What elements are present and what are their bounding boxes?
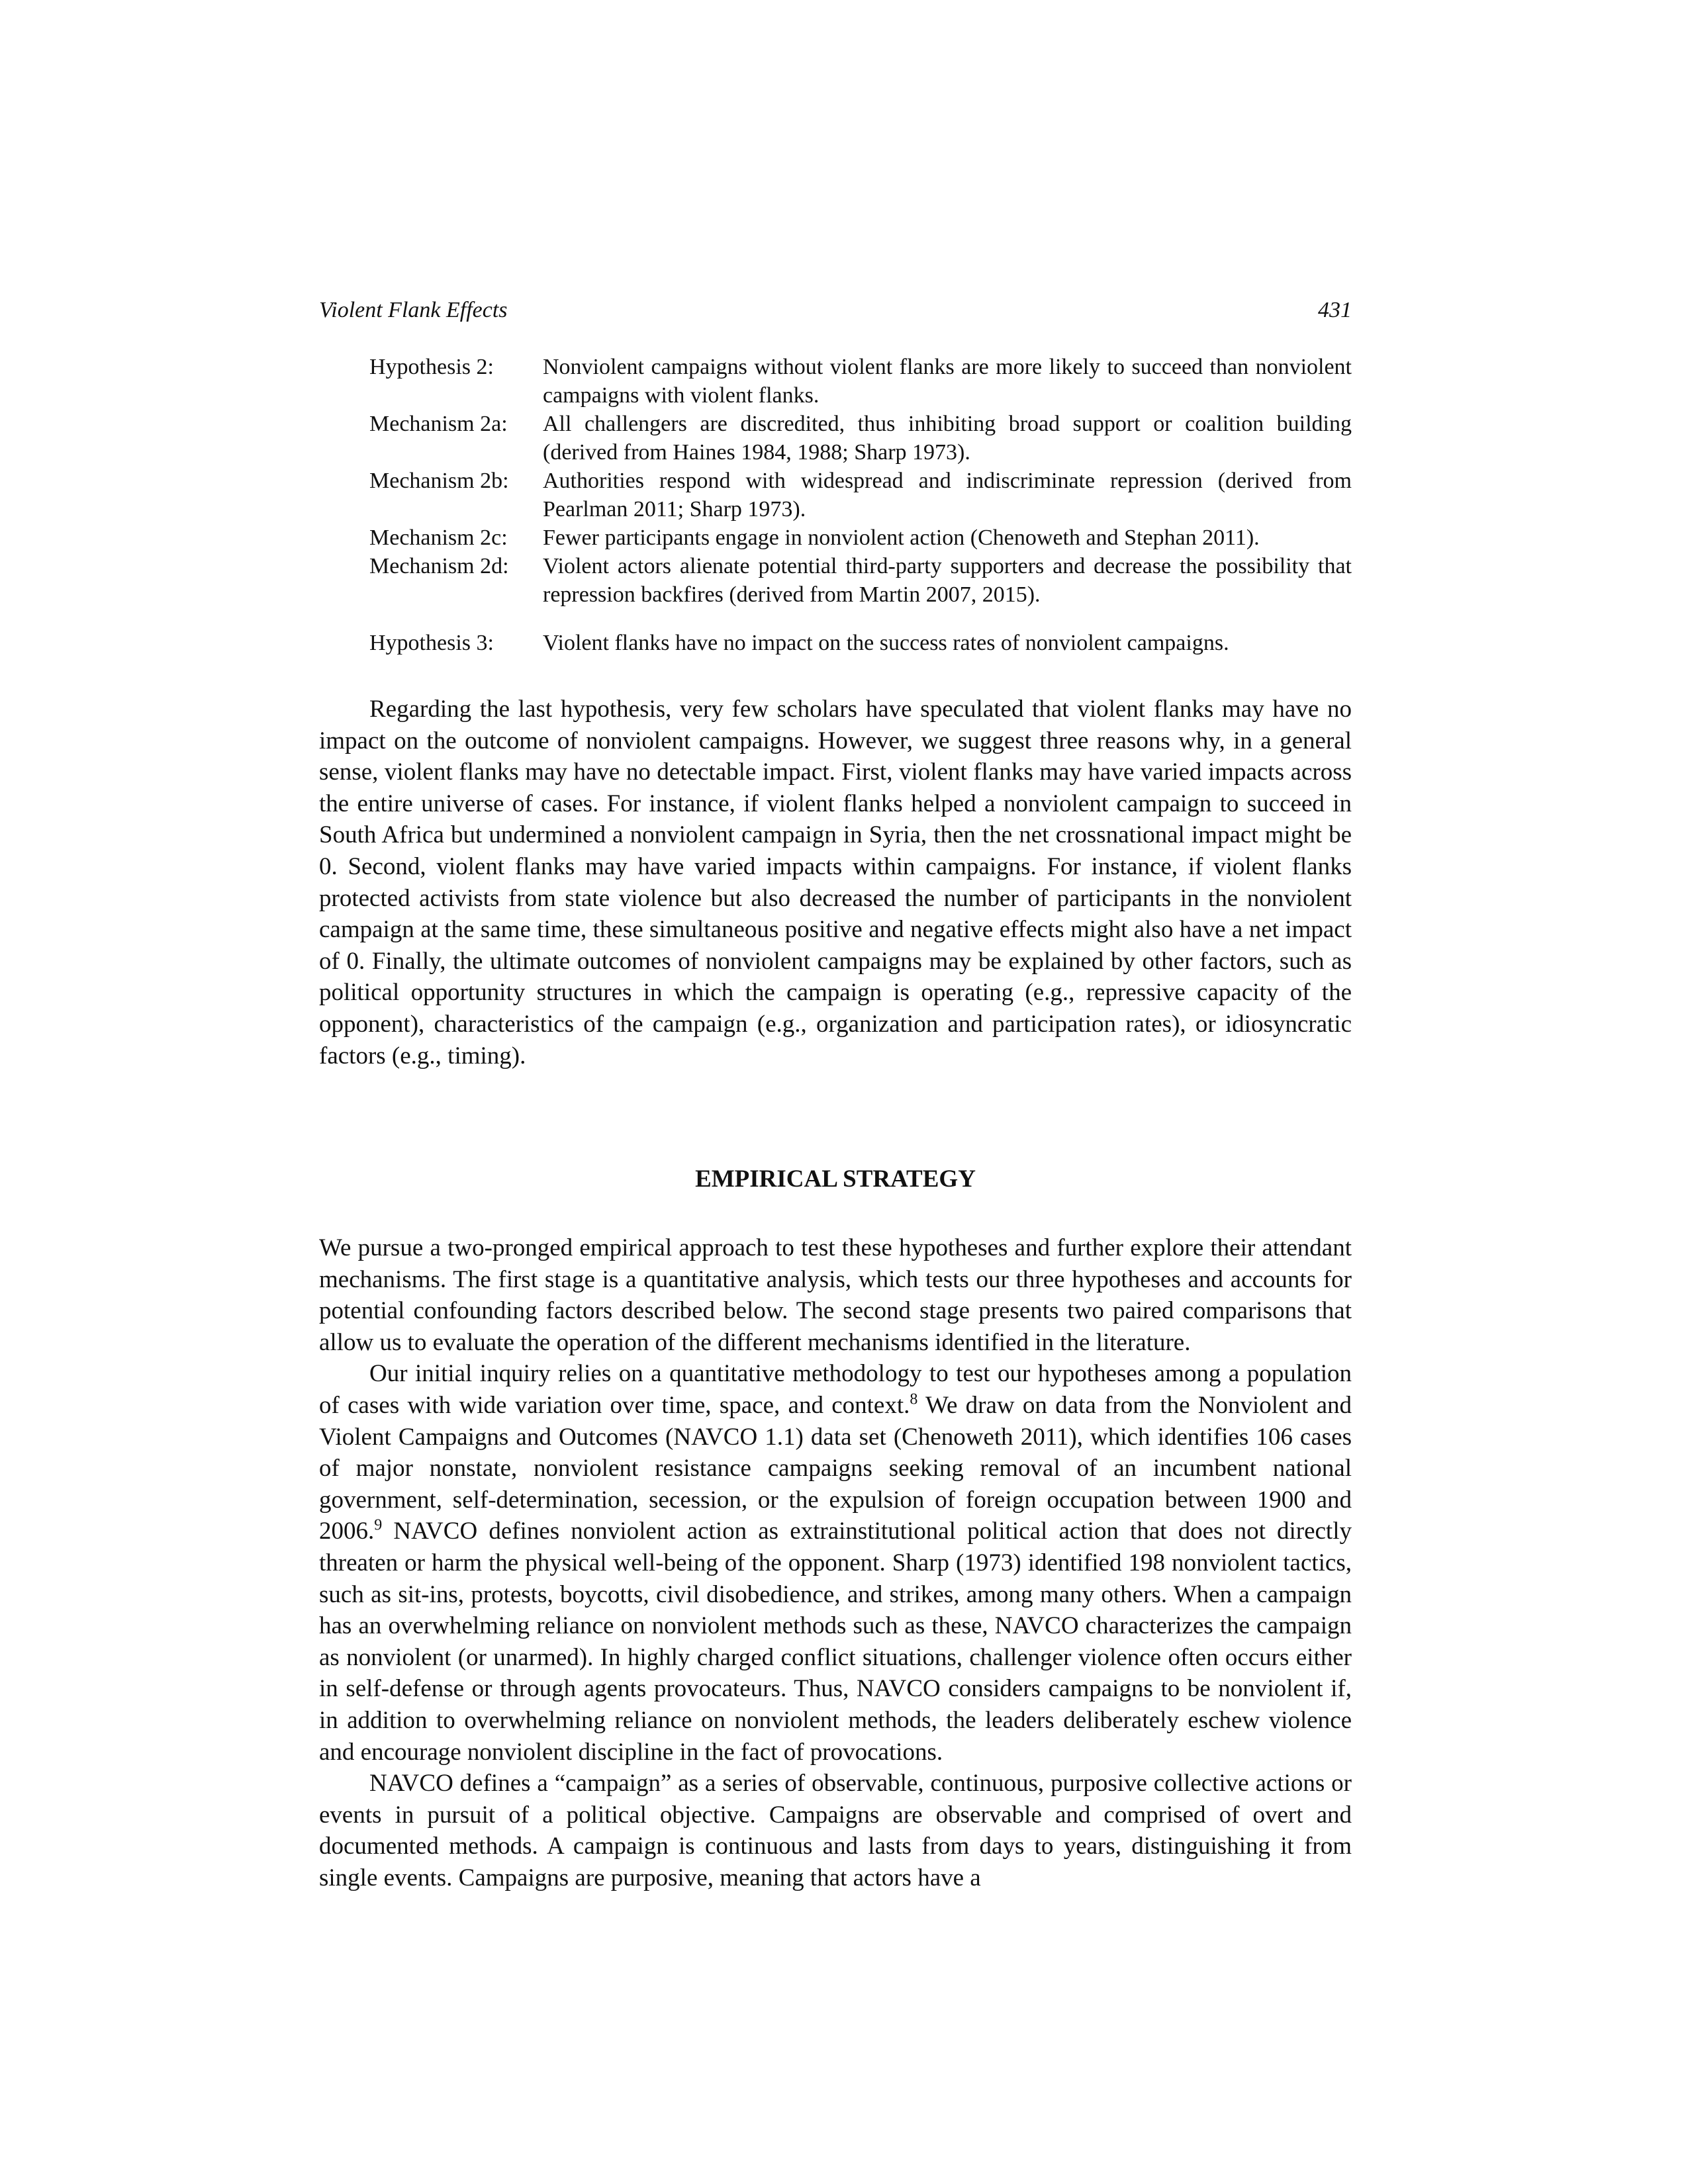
hypothesis-text: Nonviolent campaigns without violent flanks are more likely to succeed than nonviolent campaigns with violent flanks. <box>543 355 1352 408</box>
mechanism-item <box>369 552 1352 609</box>
section-heading: EMPIRICAL STRATEGY <box>695 1165 976 1193</box>
mechanism-text: All challengers are discredited, thus inhibiting broad support or coalition building (derived from Haines 1984, 1988; Sharp 1973). <box>543 412 1352 465</box>
paragraph-pursue: We pursue a two-pronged empirical approach to test these hypotheses and further explore their attendant mechanisms. The first stage is a quantitative analysis, which tests our three hypotheses and accounts for potential confounding factors described below. The second stage presents two paired comparisons that allow us to evaluate the operation of the different mechanisms identified in the literature. <box>319 1234 1352 1356</box>
hypothesis-item <box>369 629 1352 657</box>
mechanism-label: Mechanism 2b: <box>369 469 509 493</box>
mechanism-text: Authorities respond with widespread and indiscriminate repression (derived from Pearlman 2011; Sharp 1973). <box>543 469 1352 522</box>
paragraph-initial-part3: NAVCO defines nonviolent action as extrainstitutional political action that does not directly threaten or harm the physical well-being of the opponent. Sharp (1973) identified 198 nonviolent tactics, such as sit-ins, protests, boycotts, civil disobedience, and strikes, among many others. When a campaign has an overwhelming reliance on nonviolent methods such as these, NAVCO characterizes the campaign as nonviolent (or unarmed). In highly charged conflict situations, challenger violence often occurs either in self-defense or through agents provocateurs. Thus, NAVCO considers campaigns to be nonviolent if, in addition to overwhelming reliance on nonviolent methods, the leaders deliberately eschew violence and encourage nonviolent discipline in the fact of provocations. <box>319 1518 1352 1766</box>
hypothesis-item <box>369 353 1352 410</box>
hypothesis-label: Hypothesis 2: <box>369 355 494 379</box>
mechanism-label: Mechanism 2a: <box>369 412 508 436</box>
spacer <box>369 609 1352 629</box>
hypothesis-list <box>369 353 1352 657</box>
mechanism-item <box>369 523 1352 552</box>
body-text-lower <box>319 1232 1352 1893</box>
mechanism-text: Fewer participants engage in nonviolent action (Chenoweth and Stephan 2011). <box>543 525 1260 550</box>
running-head-title: Violent Flank Effects <box>319 298 508 322</box>
paragraph-navco: NAVCO defines a “campaign” as a series of observable, continuous, purposive collective actions or events in pursuit of a political objective. Campaigns are observable and comprised of overt and documented methods. A campaign is continuous and lasts from days to years, distinguishing it from single events. Campaigns are purposive, meaning that actors have a <box>319 1770 1352 1891</box>
hypothesis-text: Violent flanks have no impact on the success rates of nonviolent campaigns. <box>543 631 1229 655</box>
mechanism-text: Violent actors alienate potential third-party supporters and decrease the possibility that repression backfires (derived from Martin 2007, 2015). <box>543 554 1352 607</box>
mechanism-label: Mechanism 2d: <box>369 554 509 578</box>
mechanism-item <box>369 467 1352 523</box>
body-text-upper <box>319 694 1352 1071</box>
paragraph-initial-part1: Our initial inquiry relies on a quantitative methodology to test our hypotheses among a population of cases with wide variation over time, space, and context. <box>319 1360 1352 1419</box>
footnote-marker-8[interactable]: 8 <box>910 1390 918 1408</box>
paragraph-regarding: Regarding the last hypothesis, very few scholars have speculated that violent flanks may have no impact on the outcome of nonviolent campaigns. However, we suggest three reasons why, in a general sense, violent flanks may have no detectable impact. First, violent flanks may have varied impacts across the entire universe of cases. For instance, if violent flanks helped a nonviolent campaign to succeed in South Africa but undermined a nonviolent campaign in Syria, then the net crossnational impact might be 0. Second, violent flanks may have varied impacts within campaigns. For instance, if violent flanks protected activists from state violence but also decreased the number of participants in the nonviolent campaign at the same time, these simultaneous positive and negative effects might also have a net impact of 0. Finally, the ultimate outcomes of nonviolent campaigns may be explained by other factors, such as political opportunity structures in which the campaign is operating (e.g., repressive capacity of the opponent), characteristics of the campaign (e.g., organization and participation rates), or idiosyncratic factors (e.g., timing). <box>319 696 1352 1069</box>
hypothesis-label: Hypothesis 3: <box>369 631 494 655</box>
running-head <box>319 295 1352 326</box>
page-number: 431 <box>1318 298 1352 322</box>
footnote-marker-9[interactable]: 9 <box>374 1517 383 1535</box>
paragraph-initial <box>319 1358 1352 1768</box>
mechanism-label: Mechanism 2c: <box>369 525 508 550</box>
paragraph-initial-part2: We draw on data from the Nonviolent and Violent Campaigns and Outcomes (NAVCO 1.1) data set (Chenoweth 2011), which identifies 106 cases of major nonstate, nonviolent resistance campaigns seeking removal of an incumbent national government, self-determination, secession, or the expulsion of foreign occupation between 1900 and 2006. <box>319 1391 1352 1545</box>
mechanism-item <box>369 410 1352 467</box>
